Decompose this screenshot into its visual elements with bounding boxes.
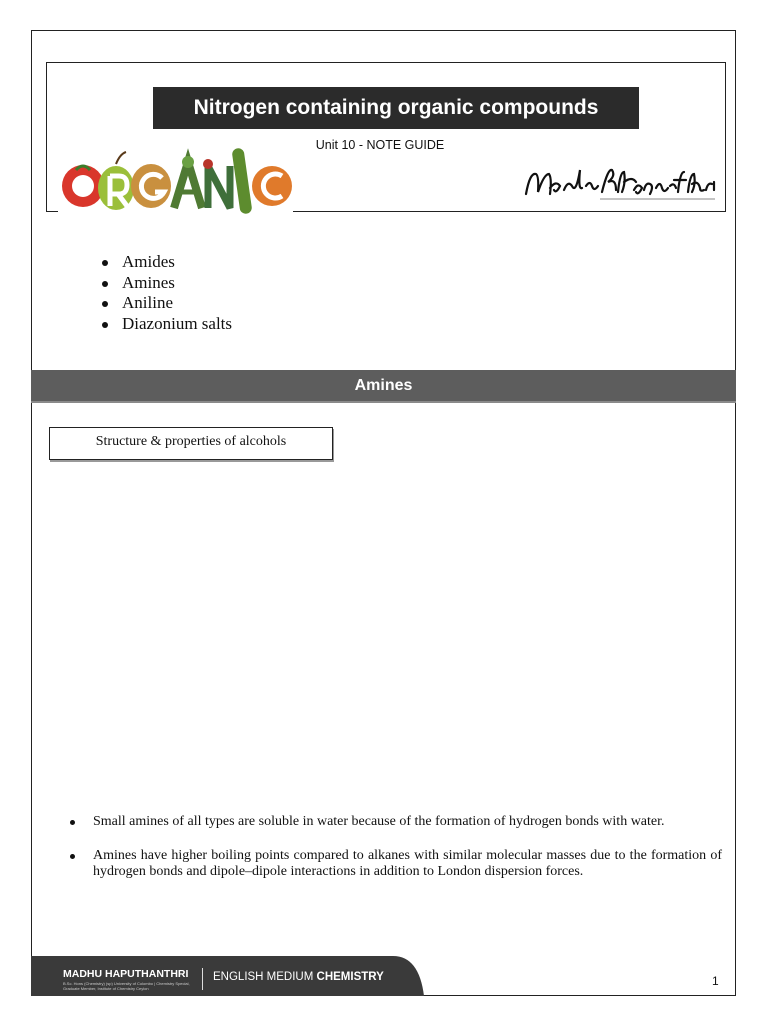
topic-item: Diazonium salts — [100, 314, 232, 335]
footer-author-name: MADHU HAPUTHANTHRI — [63, 968, 189, 980]
unit-subtitle: Unit 10 - NOTE GUIDE — [315, 138, 445, 152]
topic-item: Amides — [100, 252, 232, 273]
footer-credentials: B.Sc. Hons (Chemistry) (sp) University of Colombo | Chemistry Special, Graduate Member, Institute of Chemistry Ceylon — [63, 981, 190, 991]
topic-item: Aniline — [100, 293, 232, 314]
organic-logo — [58, 140, 293, 222]
subsection-label-box: Structure & properties of alcohols — [49, 427, 333, 460]
footer-subject — [213, 971, 384, 983]
section-heading: Amines — [31, 370, 736, 403]
author-signature — [520, 164, 720, 202]
note-item: Amines have higher boiling points compared to alkanes with similar molecular masses due to the formation of hydrogen bonds and dipole–dipole interactions in addition to London dispersion forces. — [66, 848, 722, 880]
topic-item: Amines — [100, 273, 232, 294]
page-number: 1 — [712, 974, 719, 988]
footer-subject-prefix: ENGLISH MEDIUM — [213, 971, 317, 983]
document-title: Nitrogen containing organic compounds — [153, 87, 639, 129]
note-item: Small amines of all types are soluble in water because of the formation of hydrogen bonds with water. — [66, 814, 722, 830]
footer-divider — [202, 968, 203, 990]
footer-subject-bold: CHEMISTRY — [316, 971, 384, 983]
notes-list — [66, 814, 722, 898]
topic-list — [100, 252, 232, 334]
